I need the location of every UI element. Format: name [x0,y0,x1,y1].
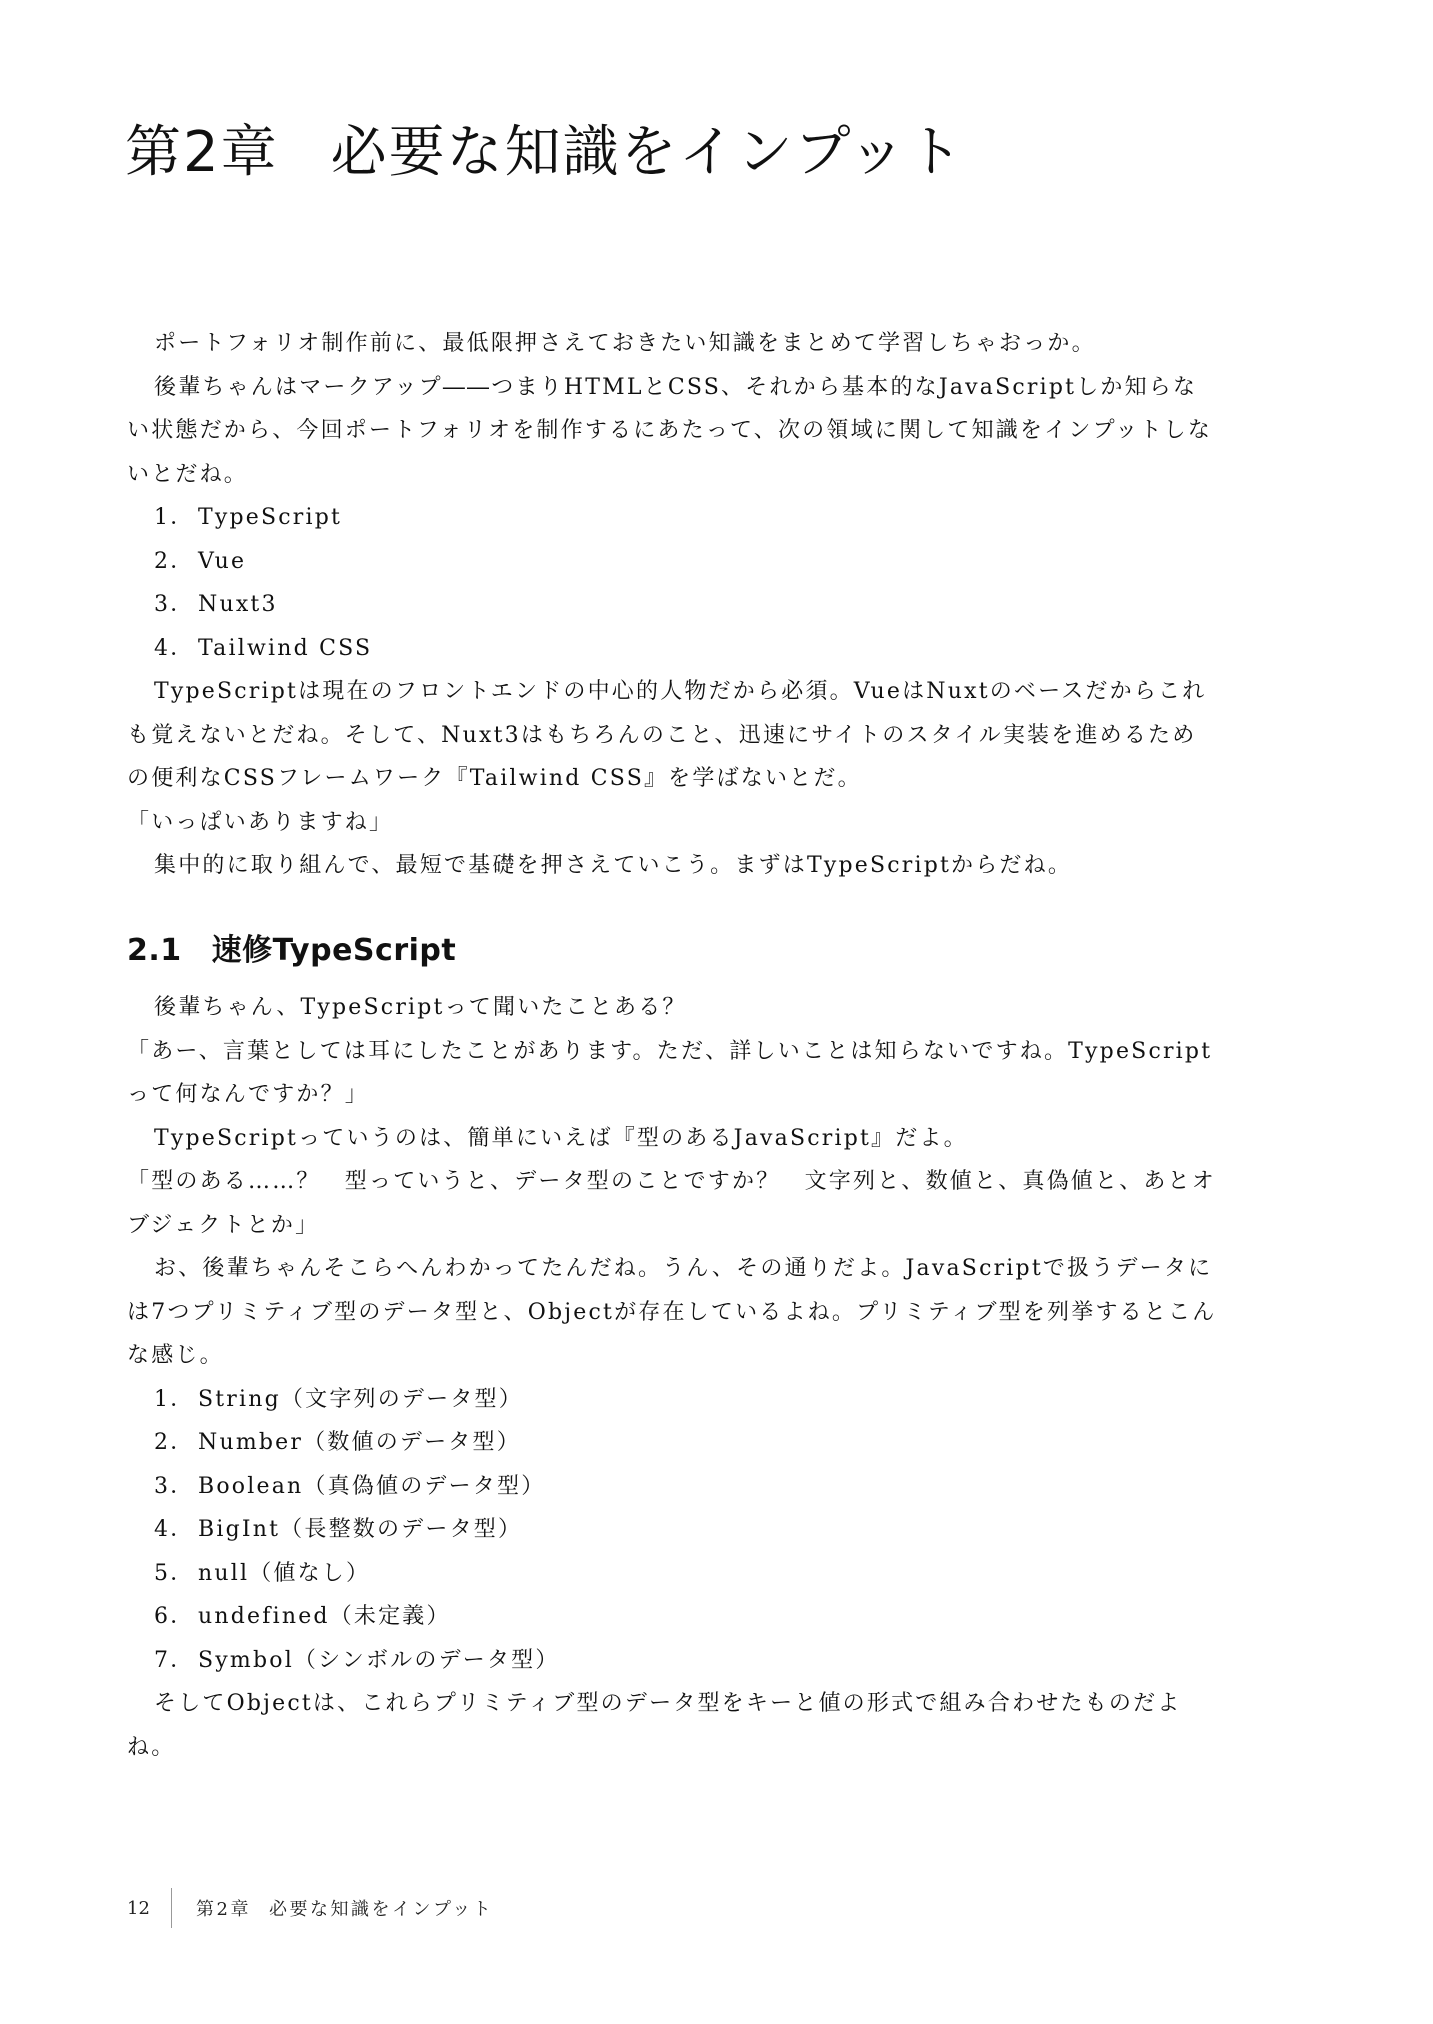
topic-list-item [127,627,1217,671]
section-paragraph-1: 後輩ちゃん、TypeScriptって聞いたことある？ [154,995,687,1020]
type-number: 4． [154,1517,195,1542]
type-number: 1． [154,1386,195,1412]
type-text: BigInt（長整数のデータ型） [198,1517,523,1542]
topic-number: 3． [154,592,195,617]
footer-divider [171,1888,172,1928]
section-title: 速修TypeScript [211,932,457,968]
type-text: undefined（未定義） [198,1604,451,1629]
topic-number: 1． [154,505,195,530]
intro-paragraph-3: TypeScriptは現在のフロントエンドの中心的人物だから必須。VueはNuxtのベースだからこれも覚えないとだね。そして、Nuxt3はもちろんのこと、迅速にサイトのスタイル実装を進めるための便利なCSSフレームワーク『Tailwind CSS』を学ばないとだ。 [127,679,1207,791]
section-paragraph-6: そしてObjectは、これらプリミティブ型のデータ型をキーと値の形式で組み合わせたものだよね。 [127,1691,1182,1760]
topic-text: Tailwind CSS [198,635,373,661]
type-list-item [127,1465,1217,1509]
section-dialogue-1: 「あー、言葉としては耳にしたことがあります。ただ、詳しいことは知らないですね。TypeScriptって何なんですか？」 [127,1038,1213,1107]
intro-dialogue: 「いっぱいありますね」 [127,809,394,835]
topic-list-item [127,583,1217,627]
intro-paragraph-5: 集中的に取り組んで、最短で基礎を押さえていこう。まずはTypeScriptからだね。 [154,853,1073,878]
type-number: 7． [154,1647,195,1673]
section-heading [127,929,1217,973]
running-header [196,1895,493,1921]
type-list-item [127,1508,1217,1552]
topic-text: Vue [198,548,247,574]
chapter-title [125,108,965,188]
topic-list-item [127,540,1217,584]
type-number: 3． [154,1473,195,1499]
type-text: Number（数値のデータ型） [198,1430,521,1455]
type-number: 5． [154,1560,195,1586]
section-paragraph-5: お、後輩ちゃんそこらへんわかってたんだね。うん、その通りだよ。JavaScriptで扱うデータには7つプリミティブ型のデータ型と、Objectが存在しているよね。プリミティブ型を列挙するとこんな感じ。 [127,1256,1217,1368]
topic-list-item [127,496,1217,540]
type-list-item [127,1552,1217,1596]
chapter-title-text: 必要な知識をインプット [330,120,965,185]
type-list-item [127,1378,1217,1422]
type-list-item [127,1595,1217,1639]
type-text: Boolean（真偽値のデータ型） [198,1473,546,1499]
type-text: null（値なし） [198,1560,371,1586]
type-list-item [127,1639,1217,1683]
running-chapter-title: 必要な知識をインプット [268,1899,494,1920]
topic-text: TypeScript [198,505,343,530]
intro-paragraph-2: 後輩ちゃんはマークアップ――つまりHTMLとCSS、それから基本的なJavaScriptしか知らない状態だから、今回ポートフォリオを制作するにあたって、次の領域に関して知識をインプットしないとだね。 [127,374,1213,487]
body-text [127,322,1217,1769]
running-chapter-number: 第2章 [196,1899,251,1920]
type-number: 2． [154,1430,195,1455]
section-dialogue-2: 「型のある……？ 型っていうと、データ型のことですか？ 文字列と、数値と、真偽値と、あとオブジェクトとか」 [127,1169,1217,1238]
chapter-number: 第2章 [125,120,279,185]
topic-number: 4． [154,635,195,661]
page-number: 12 [127,1897,150,1919]
section-number: 2.1 [127,932,182,968]
intro-paragraph-1: ポートフォリオ制作前に、最低限押さえておきたい知識をまとめて学習しちゃおっか。 [154,331,1096,356]
page-footer [127,1888,493,1928]
topic-text: Nuxt3 [198,592,278,617]
type-text: Symbol（シンボルのデータ型） [198,1647,560,1673]
type-number: 6． [154,1604,195,1629]
type-text: String（文字列のデータ型） [198,1386,523,1412]
type-list-item [127,1421,1217,1465]
topic-number: 2． [154,548,195,574]
section-paragraph-3: TypeScriptっていうのは、簡単にいえば『型のあるJavaScript』だよ。 [154,1125,968,1151]
